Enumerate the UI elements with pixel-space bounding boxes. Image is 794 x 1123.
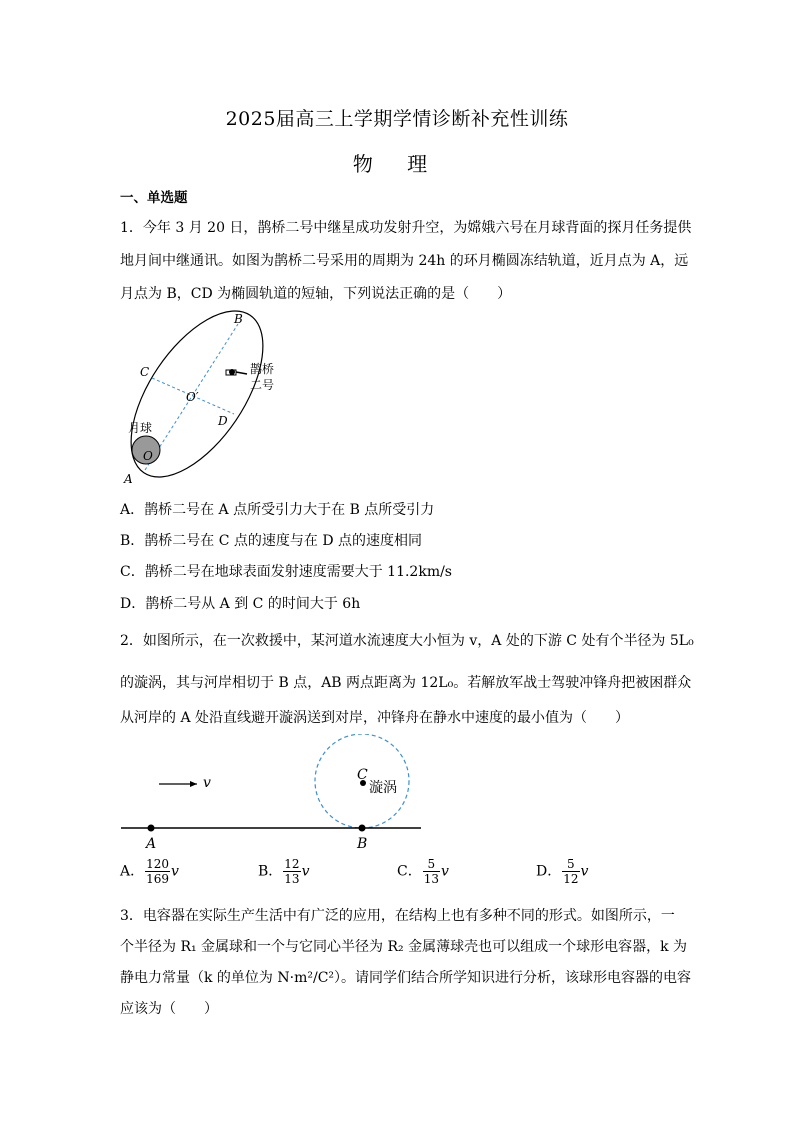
- numerator: 5: [562, 857, 579, 872]
- choice-label: D．: [536, 863, 562, 880]
- q3-line-2: 个半径为 R₁ 金属球和一个与它同心半径为 R₂ 金属薄球壳也可以组成一个球形电容器，k 为: [120, 939, 688, 955]
- numerator: 120: [146, 857, 170, 871]
- q1-line-3: 月点为 B，CD 为椭圆轨道的短轴，下列说法正确的是（ ）: [120, 286, 512, 302]
- q3-line-1: 3．电容器在实际生产生活中有广泛的应用，在结构上也有多种不同的形式。如图所示，一: [120, 908, 675, 924]
- label-a: A: [124, 472, 133, 486]
- subject-heading: 物 理: [352, 152, 442, 176]
- label-vortex: 漩涡: [369, 780, 397, 796]
- q2-line-1: 2．如图所示，在一次救援中，某河道水流速度大小恒为 v，A 处的下游 C 处有个半径为 5L₀: [120, 633, 694, 649]
- q2-choice-d: [536, 857, 588, 886]
- q2-choice-a: [120, 857, 179, 886]
- q1-option-c: C．鹊桥二号在地球表面发射速度需要大于 11.2km/s: [120, 564, 452, 580]
- section-heading: 一、单选题: [120, 190, 188, 206]
- variable: v: [301, 863, 310, 880]
- label-v: v: [203, 775, 211, 791]
- choice-label: C．: [397, 863, 422, 880]
- q1-option-d: D．鹊桥二号从 A 到 C 的时间大于 6h: [120, 596, 361, 612]
- q1-option-b: B．鹊桥二号在 C 点的速度与在 D 点的速度相同: [120, 533, 423, 549]
- variable: v: [580, 863, 589, 880]
- label-satellite-2: 二号: [250, 378, 275, 392]
- label-b: B: [357, 836, 368, 852]
- q1-line-1: 1．今年 3 月 20 日，鹊桥二号中继星成功发射升空，为嫦娥六号在月球背面的探月任务提供: [120, 220, 692, 236]
- denominator: 169: [146, 872, 170, 886]
- label-b: B: [234, 312, 243, 326]
- label-o-prime: O′: [186, 390, 199, 404]
- label-d: D: [218, 414, 228, 428]
- river-diagram: [115, 734, 435, 852]
- variable: v: [171, 863, 179, 880]
- fraction: [283, 857, 300, 886]
- variable: v: [441, 863, 449, 880]
- fraction: [145, 857, 170, 886]
- label-satellite-1: 鹊桥: [250, 362, 275, 376]
- denominator: 12: [563, 872, 579, 886]
- q2-choice-c: [397, 857, 449, 886]
- label-a: A: [146, 836, 157, 852]
- satellite-icon: [226, 369, 247, 375]
- choice-label: A．: [120, 863, 145, 880]
- fraction: [562, 857, 579, 886]
- numerator: 5: [423, 857, 440, 872]
- numerator: 12: [284, 857, 300, 871]
- flow-arrowhead: [190, 781, 197, 787]
- page-title: 2025届高三上学期学情诊断补充性训练: [225, 108, 569, 130]
- q3-line-3: 静电力常量（k 的单位为 N·m²/C²）。请同学们结合所学知识进行分析，该球形电容器的电容: [120, 970, 692, 986]
- denominator: 13: [423, 872, 439, 886]
- denominator: 13: [284, 872, 300, 886]
- fraction: [423, 857, 440, 886]
- label-c: C: [357, 767, 368, 783]
- orbit-diagram: [110, 308, 290, 488]
- label-moon: 月球: [128, 421, 153, 435]
- point-a: [148, 825, 155, 832]
- q1-option-a: A．鹊桥二号在 A 点所受引力大于在 B 点所受引力: [120, 502, 435, 518]
- label-o: O: [143, 449, 153, 463]
- q2-line-3: 从河岸的 A 处沿直线避开漩涡送到对岸，冲锋舟在静水中速度的最小值为（ ）: [120, 710, 630, 726]
- label-c: C: [140, 365, 150, 379]
- q1-line-2: 地月间中继通讯。如图为鹊桥二号采用的周期为 24h 的环月椭圆冻结轨道，近月点为 A，远: [120, 253, 689, 269]
- q3-line-4: 应该为（ ）: [120, 1001, 218, 1017]
- choice-label: B．: [258, 863, 283, 880]
- q2-line-2: 的漩涡，其与河岸相切于 B 点，AB 两点距离为 12L₀。若解放军战士驾驶冲锋舟把被困群众: [120, 675, 692, 691]
- point-b: [359, 825, 366, 832]
- q2-choice-b: [258, 857, 310, 886]
